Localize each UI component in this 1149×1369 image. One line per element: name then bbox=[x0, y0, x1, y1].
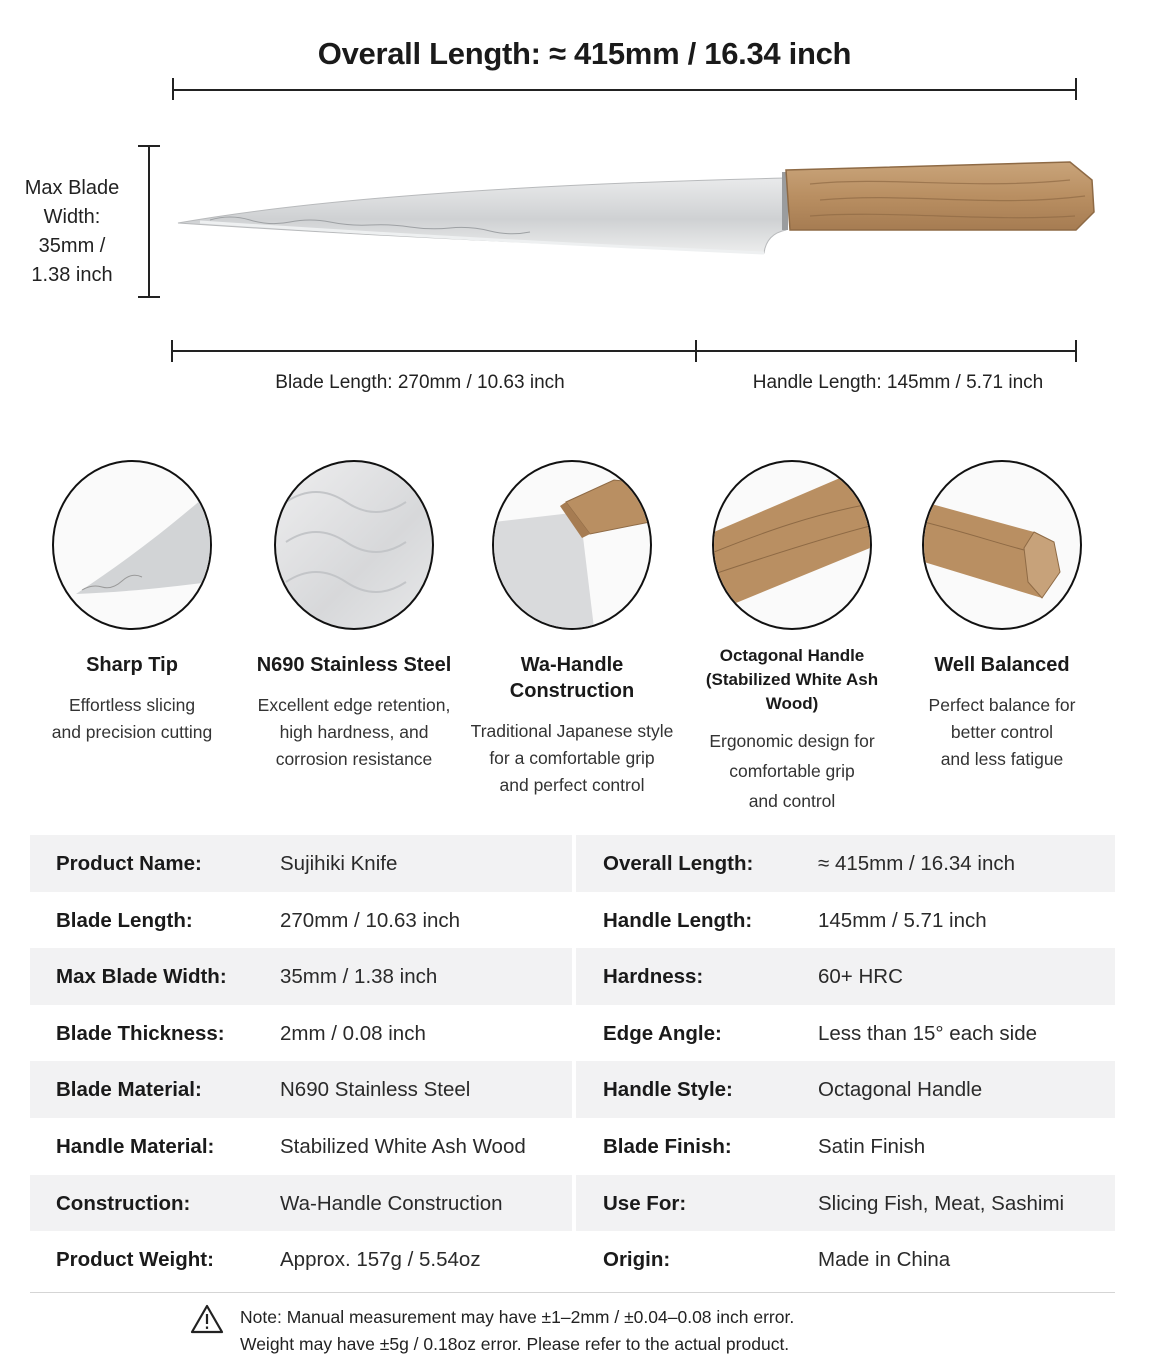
title-line: (Stabilized White Ash Wood) bbox=[705, 670, 879, 713]
spec-label: Overall Length: bbox=[603, 852, 754, 875]
spec-value: 145mm / 5.71 inch bbox=[818, 908, 987, 932]
spec-value: Made in China bbox=[818, 1248, 951, 1272]
octagonal-handle-image bbox=[712, 460, 872, 630]
spec-value: 270mm / 10.63 inch bbox=[280, 908, 461, 932]
spec-value: 35mm / 1.38 inch bbox=[280, 965, 438, 989]
feature-title: Wa-Handle Construction bbox=[509, 654, 635, 702]
desc-line: and control bbox=[748, 791, 836, 811]
feature-description bbox=[463, 718, 681, 799]
table-row bbox=[30, 1231, 1115, 1288]
desc-line: Perfect balance for bbox=[928, 695, 1076, 715]
blade-width-tick-top bbox=[138, 145, 160, 147]
spec-label: Origin: bbox=[603, 1248, 671, 1272]
spec-value: Satin Finish bbox=[818, 1134, 926, 1158]
bw-line-1: Max Blade bbox=[24, 177, 120, 199]
spec-value: Approx. 157g / 5.54oz bbox=[280, 1248, 481, 1272]
desc-line: comfortable grip bbox=[729, 761, 855, 781]
feature-octagonal-handle bbox=[683, 460, 901, 816]
note-line: Weight may have ±5g / 0.18oz error. Please refer to the actual product. bbox=[240, 1334, 790, 1354]
desc-line: Effortless slicing bbox=[68, 695, 196, 715]
handle-end-image bbox=[922, 460, 1082, 630]
warning-icon bbox=[190, 1304, 224, 1334]
desc-line: Traditional Japanese style bbox=[470, 721, 674, 741]
spec-label: Handle Style: bbox=[603, 1078, 733, 1102]
spec-label: Product Name: bbox=[56, 852, 202, 875]
blade-length-tick-left bbox=[171, 340, 173, 362]
table-row bbox=[30, 1005, 1115, 1062]
feature-title: Sharp Tip bbox=[86, 654, 178, 676]
spec-value: Less than 15° each side bbox=[818, 1021, 1038, 1045]
blade-width-line bbox=[148, 145, 150, 298]
note-line: Note: Manual measurement may have ±1–2mm / ±0.04–0.08 inch error. bbox=[240, 1307, 795, 1327]
feature-title bbox=[683, 644, 901, 716]
spec-label: Handle Material: bbox=[56, 1134, 215, 1158]
overall-length-tick-right bbox=[1075, 78, 1077, 100]
desc-line: Excellent edge retention, bbox=[257, 695, 451, 715]
spec-label: Handle Length: bbox=[603, 908, 753, 932]
spec-value: Slicing Fish, Meat, Sashimi bbox=[818, 1191, 1065, 1215]
handle-length-label: Handle Length: 145mm / 5.71 inch bbox=[752, 372, 1044, 393]
table-row bbox=[30, 892, 1115, 949]
blade-length-label: Blade Length: 270mm / 10.63 inch bbox=[275, 372, 565, 393]
spec-value: 60+ HRC bbox=[818, 965, 903, 989]
feature-description bbox=[683, 726, 901, 816]
desc-line: Ergonomic design for bbox=[709, 731, 875, 751]
spec-value: ≈ 415mm / 16.34 inch bbox=[818, 852, 1015, 875]
spec-label: Edge Angle: bbox=[603, 1021, 722, 1045]
desc-line: for a comfortable grip bbox=[489, 748, 655, 768]
spec-label: Blade Material: bbox=[56, 1078, 202, 1102]
table-row bbox=[30, 835, 1115, 892]
bw-line-4: 1.38 inch bbox=[31, 264, 113, 286]
wa-handle-image bbox=[492, 460, 652, 630]
spec-label: Product Weight: bbox=[56, 1248, 214, 1272]
spec-value: Wa-Handle Construction bbox=[280, 1191, 503, 1215]
spec-label: Blade Finish: bbox=[603, 1134, 732, 1158]
measurement-note bbox=[240, 1304, 794, 1358]
desc-line: and less fatigue bbox=[940, 749, 1064, 769]
feature-title: N690 Stainless Steel bbox=[256, 654, 452, 676]
spec-value: Sujihiki Knife bbox=[280, 852, 398, 875]
feature-description bbox=[245, 692, 463, 773]
spec-label: Blade Thickness: bbox=[56, 1021, 225, 1045]
note-divider bbox=[30, 1292, 1115, 1293]
spec-label: Blade Length: bbox=[56, 908, 193, 932]
blade-width-tick-bottom bbox=[138, 296, 160, 298]
feature-sharp-tip bbox=[23, 460, 241, 746]
desc-line: and precision cutting bbox=[51, 722, 213, 742]
title-line: Octagonal Handle bbox=[719, 646, 865, 665]
spec-label: Hardness: bbox=[603, 965, 704, 989]
handle-length-tick-right bbox=[1075, 340, 1077, 362]
overall-length-tick-left bbox=[172, 78, 174, 100]
feature-description bbox=[893, 692, 1111, 773]
bw-line-2: Width: bbox=[43, 206, 101, 228]
sharp-tip-image bbox=[52, 460, 212, 630]
steel-pattern-image bbox=[274, 460, 434, 630]
max-blade-width-label bbox=[12, 174, 132, 290]
blade-handle-divider-tick bbox=[695, 340, 697, 362]
spec-table bbox=[30, 835, 1115, 1288]
feature-description bbox=[23, 692, 241, 746]
spec-label: Use For: bbox=[603, 1191, 687, 1215]
spec-label: Construction: bbox=[56, 1191, 191, 1215]
feature-wa-handle bbox=[463, 460, 681, 799]
feature-steel bbox=[245, 460, 463, 773]
feature-well-balanced bbox=[893, 460, 1111, 773]
spec-value: Stabilized White Ash Wood bbox=[280, 1134, 526, 1158]
blade-length-line bbox=[172, 350, 1077, 352]
bw-line-3: 35mm / bbox=[38, 235, 106, 257]
spec-label: Max Blade Width: bbox=[56, 965, 227, 989]
knife-illustration bbox=[170, 150, 1100, 260]
feature-title: Well Balanced bbox=[934, 654, 1070, 676]
overall-length-line bbox=[173, 89, 1077, 91]
table-row bbox=[30, 948, 1115, 1005]
table-row bbox=[30, 1118, 1115, 1175]
spec-value: 2mm / 0.08 inch bbox=[280, 1021, 426, 1045]
desc-line: high hardness, and bbox=[279, 722, 429, 742]
table-row bbox=[30, 1175, 1115, 1232]
table-row bbox=[30, 1061, 1115, 1118]
desc-line: and perfect control bbox=[499, 775, 645, 795]
spec-value: N690 Stainless Steel bbox=[280, 1078, 471, 1102]
spec-value: Octagonal Handle bbox=[818, 1078, 983, 1102]
desc-line: better control bbox=[950, 722, 1054, 742]
desc-line: corrosion resistance bbox=[275, 749, 433, 769]
overall-length-label: Overall Length: ≈ 415mm / 16.34 inch bbox=[317, 36, 852, 71]
